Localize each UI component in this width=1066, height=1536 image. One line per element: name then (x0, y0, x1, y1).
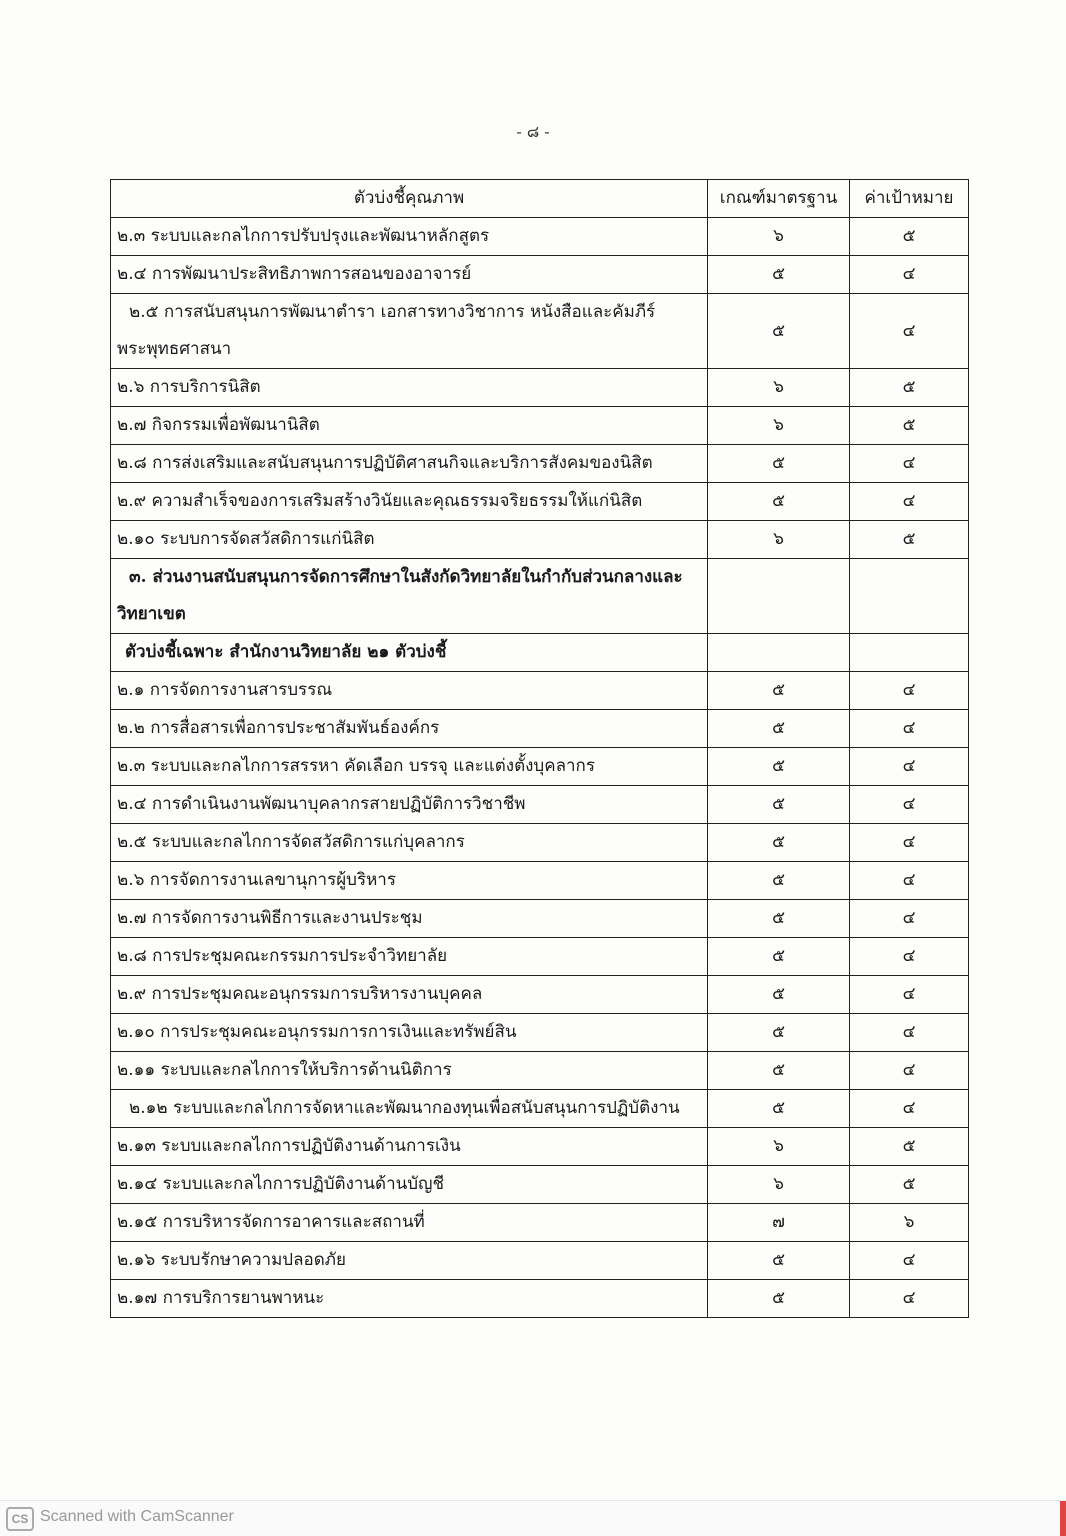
indicator-label: ๒.๑๕ การบริหารจัดการอาคารและสถานที่ (111, 1204, 708, 1242)
header-standard: เกณฑ์มาตรฐาน (708, 180, 850, 218)
target-value: ๔ (850, 862, 969, 900)
target-value: ๔ (850, 483, 969, 521)
standard-value: ๕ (708, 1052, 850, 1090)
table-row (111, 900, 969, 938)
target-value: ๔ (850, 786, 969, 824)
target-value: ๔ (850, 976, 969, 1014)
indicator-label: ๒.๖ การจัดการงานเลขานุการผู้บริหาร (111, 862, 708, 900)
standard-value: ๕ (708, 294, 850, 369)
standard-value: ๕ (708, 256, 850, 294)
table-header-row (111, 180, 969, 218)
indicator-label: ๒.๔ การดำเนินงานพัฒนาบุคลากรสายปฏิบัติการวิชาชีพ (111, 786, 708, 824)
indicator-label: ๓. ส่วนงานสนับสนุนการจัดการศึกษาในสังกัดวิทยาลัยในกำกับส่วนกลางและวิทยาเขต (111, 559, 708, 634)
target-value: ๔ (850, 710, 969, 748)
table-row (111, 748, 969, 786)
indicator-label: ๒.๑๖ ระบบรักษาความปลอดภัย (111, 1242, 708, 1280)
indicator-label: ๒.๑๑ ระบบและกลไกการให้บริการด้านนิติการ (111, 1052, 708, 1090)
table-row (111, 1204, 969, 1242)
indicator-label: ๒.๑๐ การประชุมคณะอนุกรรมการการเงินและทรัพย์สิน (111, 1014, 708, 1052)
standard-value: ๗ (708, 1204, 850, 1242)
indicator-label: ๒.๑ การจัดการงานสารบรรณ (111, 672, 708, 710)
target-value: ๔ (850, 1090, 969, 1128)
table-row (111, 672, 969, 710)
table-row (111, 1052, 969, 1090)
indicator-label: ๒.๑๔ ระบบและกลไกการปฏิบัติงานด้านบัญชี (111, 1166, 708, 1204)
target-value: ๔ (850, 900, 969, 938)
standard-value: ๕ (708, 710, 850, 748)
table-row (111, 521, 969, 559)
target-value (850, 634, 969, 672)
edge-mark (1060, 1501, 1066, 1536)
standard-value: ๕ (708, 1242, 850, 1280)
target-value: ๕ (850, 407, 969, 445)
table-row (111, 256, 969, 294)
table-row (111, 218, 969, 256)
indicator-label: ๒.๕ การสนับสนุนการพัฒนาตำรา เอกสารทางวิชาการ หนังสือและคัมภีร์พระพุทธศาสนา (111, 294, 708, 369)
target-value: ๔ (850, 748, 969, 786)
page-number: - ๘ - (516, 122, 550, 141)
indicator-label: ๒.๘ การประชุมคณะกรรมการประจำวิทยาลัย (111, 938, 708, 976)
target-value: ๔ (850, 1242, 969, 1280)
standard-value: ๕ (708, 938, 850, 976)
indicator-label: ๒.๖ การบริการนิสิต (111, 369, 708, 407)
target-value: ๕ (850, 369, 969, 407)
standard-value (708, 634, 850, 672)
standard-value: ๖ (708, 521, 850, 559)
indicator-label: ๒.๔ การพัฒนาประสิทธิภาพการสอนของอาจารย์ (111, 256, 708, 294)
indicator-label: ๒.๗ การจัดการงานพิธีการและงานประชุม (111, 900, 708, 938)
indicator-label: ๒.๙ ความสำเร็จของการเสริมสร้างวินัยและคุณธรรมจริยธรรมให้แก่นิสิต (111, 483, 708, 521)
standard-value: ๖ (708, 1166, 850, 1204)
indicator-label: ๒.๑๗ การบริการยานพาหนะ (111, 1280, 708, 1318)
table-row (111, 976, 969, 1014)
standard-value: ๖ (708, 1128, 850, 1166)
standard-value: ๖ (708, 407, 850, 445)
target-value: ๔ (850, 1052, 969, 1090)
indicator-label: ๒.๒ การสื่อสารเพื่อการประชาสัมพันธ์องค์กร (111, 710, 708, 748)
table-row (111, 786, 969, 824)
standard-value: ๕ (708, 786, 850, 824)
table-body (111, 218, 969, 1318)
header-target: ค่าเป้าหมาย (850, 180, 969, 218)
indicator-label: ๒.๑๐ ระบบการจัดสวัสดิการแก่นิสิต (111, 521, 708, 559)
target-value: ๔ (850, 1014, 969, 1052)
table-row (111, 1014, 969, 1052)
table-row (111, 938, 969, 976)
header-indicator: ตัวบ่งชี้คุณภาพ (111, 180, 708, 218)
table-row (111, 1166, 969, 1204)
target-value: ๔ (850, 256, 969, 294)
indicator-label: ๒.๓ ระบบและกลไกการปรับปรุงและพัฒนาหลักสูตร (111, 218, 708, 256)
table-row (111, 369, 969, 407)
table-row (111, 862, 969, 900)
table-row (111, 445, 969, 483)
indicator-label: ๒.๙ การประชุมคณะอนุกรรมการบริหารงานบุคคล (111, 976, 708, 1014)
indicator-label: ๒.๗ กิจกรรมเพื่อพัฒนานิสิต (111, 407, 708, 445)
target-value: ๔ (850, 672, 969, 710)
indicator-label: ๒.๑๓ ระบบและกลไกการปฏิบัติงานด้านการเงิน (111, 1128, 708, 1166)
indicator-label: ๒.๕ ระบบและกลไกการจัดสวัสดิการแก่บุคลากร (111, 824, 708, 862)
target-value: ๕ (850, 1128, 969, 1166)
target-value: ๖ (850, 1204, 969, 1242)
standard-value: ๕ (708, 1280, 850, 1318)
indicator-label: ๒.๓ ระบบและกลไกการสรรหา คัดเลือก บรรจุ และแต่งตั้งบุคลากร (111, 748, 708, 786)
table-row (111, 1090, 969, 1128)
target-value: ๕ (850, 521, 969, 559)
indicator-label: ๒.๘ การส่งเสริมและสนับสนุนการปฏิบัติศาสนกิจและบริการสังคมของนิสิต (111, 445, 708, 483)
standard-value: ๖ (708, 218, 850, 256)
standard-value: ๕ (708, 672, 850, 710)
indicator-label: ๒.๑๒ ระบบและกลไกการจัดหาและพัฒนากองทุนเพื่อสนับสนุนการปฏิบัติงาน (111, 1090, 708, 1128)
target-value: ๕ (850, 1166, 969, 1204)
target-value (850, 559, 969, 634)
camscanner-logo-icon: CS (6, 1507, 34, 1531)
table-row (111, 824, 969, 862)
indicator-label: ตัวบ่งชี้เฉพาะ สำนักงานวิทยาลัย ๒๑ ตัวบ่งชี้ (111, 634, 708, 672)
footer-text: Scanned with CamScanner (40, 1508, 234, 1525)
table-row (111, 1280, 969, 1318)
table-row (111, 710, 969, 748)
standard-value: ๕ (708, 862, 850, 900)
standard-value: ๕ (708, 900, 850, 938)
indicator-table (110, 179, 969, 1318)
standard-value: ๖ (708, 369, 850, 407)
target-value: ๔ (850, 445, 969, 483)
table-row (111, 634, 969, 672)
target-value: ๕ (850, 218, 969, 256)
standard-value (708, 559, 850, 634)
standard-value: ๕ (708, 1014, 850, 1052)
table-row (111, 294, 969, 369)
target-value: ๔ (850, 294, 969, 369)
standard-value: ๕ (708, 748, 850, 786)
table-row (111, 483, 969, 521)
standard-value: ๕ (708, 1090, 850, 1128)
standard-value: ๕ (708, 824, 850, 862)
scanner-footer (0, 1500, 1066, 1536)
target-value: ๔ (850, 1280, 969, 1318)
standard-value: ๕ (708, 445, 850, 483)
standard-value: ๕ (708, 976, 850, 1014)
table-row (111, 559, 969, 634)
target-value: ๔ (850, 824, 969, 862)
standard-value: ๕ (708, 483, 850, 521)
target-value: ๔ (850, 938, 969, 976)
table-row (111, 1128, 969, 1166)
table-row (111, 407, 969, 445)
table-row (111, 1242, 969, 1280)
